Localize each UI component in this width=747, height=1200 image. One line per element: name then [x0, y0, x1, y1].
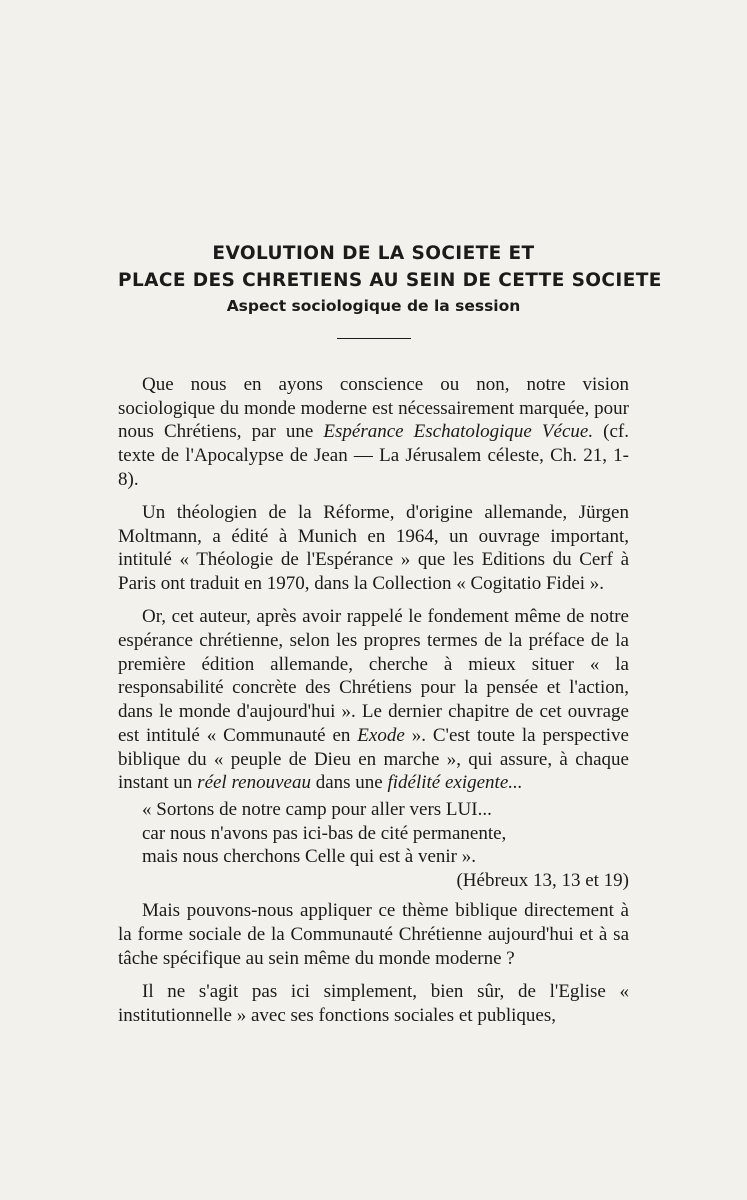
paragraph-2: Un théologien de la Réforme, d'origine allemande, Jürgen Moltmann, a édité à Munich en 1964, un ouvrage important, intitulé « Théologie de l'Espérance » que les Editions du Cerf à Paris ont traduit en 1970, dans la Collection « Cogitatio Fidei ». — [118, 502, 629, 595]
quote-line-3: mais nous cherchons Celle qui est à venir ». — [142, 846, 477, 868]
paragraph-5: Il ne s'agit pas ici simplement, bien sûr, de l'Eglise « institutionnelle » avec ses fonctions sociales et publiques, — [118, 980, 629, 1026]
paragraph-4: Mais pouvons-nous appliquer ce thème biblique directement à la forme sociale de la Communauté Chrétienne aujourd'hui et à sa tâche spécifique au sein même du monde moderne ? — [118, 900, 629, 969]
paragraph-1: Que nous en ayons conscience ou non, notre vision sociologique du monde moderne est nécessairement marquée, pour nous Chrétiens, par une Espérance Eschatologique Vécue. (cf. texte de l'Apocalypse de Jean — La Jérusalem céleste, Ch. 21, 1-8). — [118, 374, 629, 490]
article-header — [118, 240, 662, 339]
article-body — [118, 373, 629, 1037]
quote-line-1: « Sortons de notre camp pour aller vers LUI... — [142, 798, 492, 820]
bible-quote — [118, 798, 629, 892]
subtitle: Aspect sociologique de la session — [226, 297, 521, 315]
quote-reference: (Hébreux 13, 13 et 19) — [456, 869, 629, 891]
title-rule — [337, 338, 411, 339]
title-line-2: PLACE DES CHRETIENS AU SEIN DE CETTE SOCIETE — [118, 270, 662, 291]
paragraph-3: Or, cet auteur, après avoir rappelé le fondement même de notre espérance chrétienne, selon les propres termes de la préface de la première édition allemande, cherche à mieux situer « la responsabilité concrète des Chrétiens pour la pensée et l'action, dans le monde d'aujourd'hui ». Le dernier chapitre de cet ouvrage est intitulé « Communauté en Exode ». C'est toute la perspective biblique du « peuple de Dieu en marche », qui assure, à chaque instant un réel renouveau dans une fidélité exigente... — [118, 606, 629, 794]
title-line-1: EVOLUTION DE LA SOCIETE ET — [212, 243, 535, 264]
quote-line-2: car nous n'avons pas ici-bas de cité permanente, — [142, 822, 507, 844]
